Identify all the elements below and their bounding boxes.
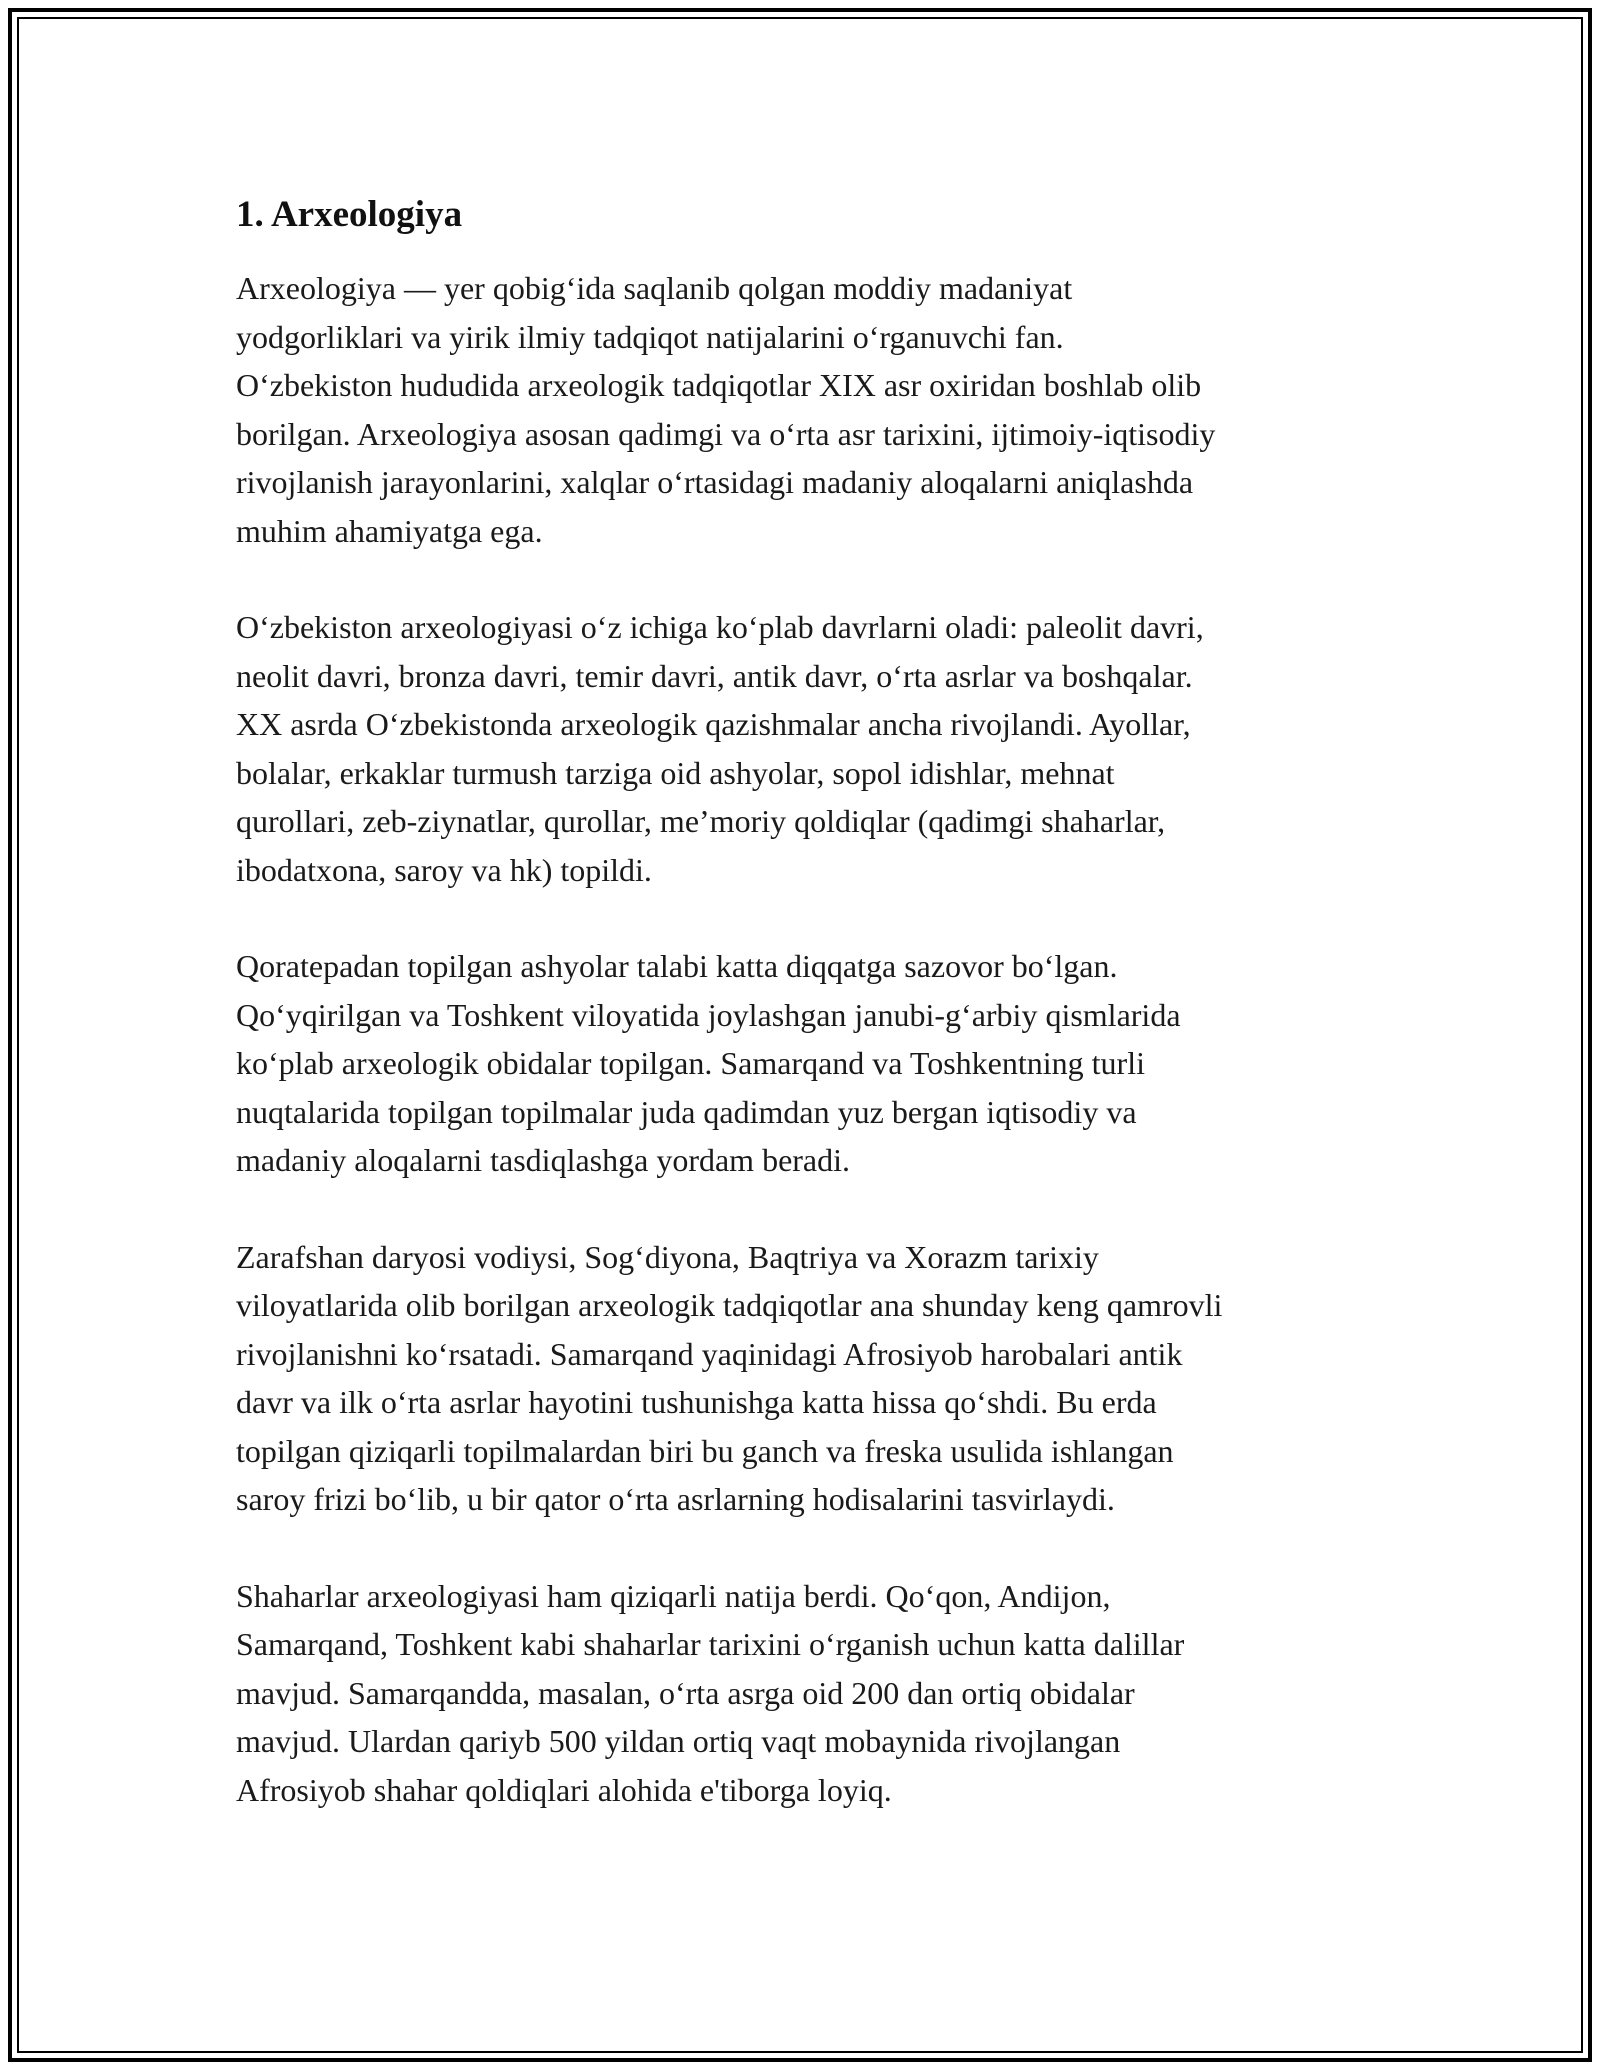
paragraph-3 bbox=[236, 942, 1376, 1185]
paragraph-4 bbox=[236, 1233, 1376, 1524]
paragraph-line: topilgan qiziqarli topilmalardan biri bu ganch va freska usulida ishlangan bbox=[236, 1432, 1174, 1469]
paragraph-line: Afrosiyob shahar qoldiqlari alohida e'tiborga loyiq. bbox=[236, 1771, 892, 1808]
paragraph-line: bolalar, erkaklar turmush tarziga oid ashyolar, sopol idishlar, mehnat bbox=[236, 754, 1115, 791]
paragraph-line: madaniy aloqalarni tasdiqlashga yordam beradi. bbox=[236, 1142, 851, 1178]
paragraph-line: mavjud. Samarqandda, masalan, o‘rta asrga oid 200 dan ortiq obidalar bbox=[236, 1674, 1135, 1711]
paragraph-line: O‘zbekiston arxeologiyasi o‘z ichiga ko‘plab davrlarni oladi: paleolit davri, bbox=[236, 609, 1204, 645]
paragraph-line: neolit davri, bronza davri, temir davri, antik davr, o‘rta asrlar va boshqalar. bbox=[236, 657, 1193, 694]
paragraph-line: yodgorliklari va yirik ilmiy tadqiqot natijalarini o‘rganuvchi fan. bbox=[236, 318, 1064, 355]
paragraph-line: qurollari, zeb-ziynatlar, qurollar, me’moriy qoldiqlar (qadimgi shaharlar, bbox=[236, 803, 1166, 839]
paragraph-line: viloyatlarida olib borilgan arxeologik tadqiqotlar ana shunday keng qamrovli bbox=[236, 1287, 1223, 1323]
paragraph-line: mavjud. Ulardan qariyb 500 yildan ortiq vaqt mobaynida rivojlangan bbox=[236, 1723, 1121, 1759]
paragraph-line: Qoratepadan topilgan ashyolar talabi katta diqqatga sazovor bo‘lgan. bbox=[236, 948, 1118, 984]
paragraph-line: ibodatxona, saroy va hk) topildi. bbox=[236, 851, 652, 888]
section-heading: 1. Arxeologiya bbox=[236, 194, 463, 235]
paragraph-line: borilgan. Arxeologiya asosan qadimgi va o‘rta asr tarixini, ijtimoiy-iqtisodiy bbox=[236, 415, 1216, 452]
paragraph-line: Qo‘yqirilgan va Toshkent viloyatida joylashgan janubi-g‘arbiy qismlarida bbox=[236, 996, 1181, 1033]
paragraph-line: O‘zbekiston hududida arxeologik tadqiqotlar XIX asr oxiridan boshlab olib bbox=[236, 367, 1202, 403]
paragraph-line: XX asrda O‘zbekistonda arxeologik qazishmalar ancha rivojlandi. Ayollar, bbox=[236, 706, 1191, 742]
paragraph-line: Samarqand, Toshkent kabi shaharlar tarixini o‘rganish uchun katta dalillar bbox=[236, 1626, 1185, 1662]
paragraph-5 bbox=[236, 1572, 1376, 1815]
paragraph-line: muhim ahamiyatga ega. bbox=[236, 512, 543, 549]
paragraph-line: saroy frizi bo‘lib, u bir qator o‘rta asrlarning hodisalarini tasvirlaydi. bbox=[236, 1481, 1115, 1517]
paragraph-line: rivojlanish jarayonlarini, xalqlar o‘rtasidagi madaniy aloqalarni aniqlashda bbox=[236, 464, 1194, 500]
paragraph-line: ko‘plab arxeologik obidalar topilgan. Samarqand va Toshkentning turli bbox=[236, 1045, 1145, 1081]
paragraph-line: nuqtalarida topilgan topilmalar juda qadimdan yuz bergan iqtisodiy va bbox=[236, 1093, 1137, 1130]
paragraph-line: Zarafshan daryosi vodiysi, Sog‘diyona, Baqtriya va Xorazm tarixiy bbox=[236, 1238, 1099, 1275]
paragraph-line: Shaharlar arxeologiyasi ham qiziqarli natija berdi. Qo‘qon, Andijon, bbox=[236, 1577, 1111, 1614]
paragraph-2 bbox=[236, 603, 1376, 894]
document-body bbox=[236, 186, 1376, 1862]
paragraph-line: davr va ilk o‘rta asrlar hayotini tushunishga katta hissa qo‘shdi. Bu erda bbox=[236, 1384, 1157, 1420]
paragraph-1 bbox=[236, 264, 1376, 555]
paragraph-line: rivojlanishni ko‘rsatadi. Samarqand yaqinidagi Afrosiyob harobalari antik bbox=[236, 1335, 1183, 1372]
paragraph-line: Arxeologiya — yer qobig‘ida saqlanib qolgan moddiy madaniyat bbox=[236, 270, 1073, 306]
